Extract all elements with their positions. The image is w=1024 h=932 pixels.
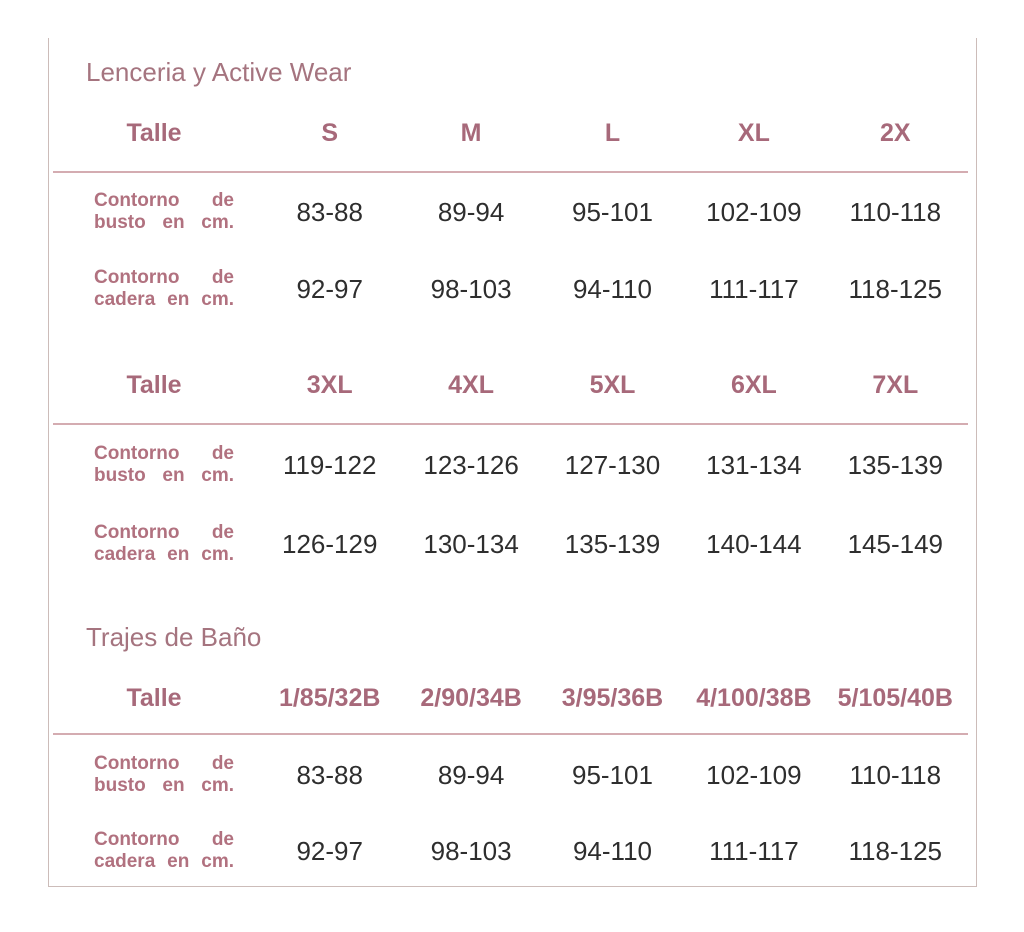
header-row xyxy=(49,102,976,164)
column-header-size-4-100-38b: 4/100/38B xyxy=(696,683,812,712)
size-value-cell: 135-139 xyxy=(564,528,661,559)
size-value-cell: 118-125 xyxy=(848,273,943,304)
row-label-line: Contorno de xyxy=(94,522,234,543)
column-header-size-1-85-32b: 1/85/32B xyxy=(278,683,381,712)
column-header-size-2x: 2X xyxy=(879,118,911,147)
size-value-cell: 118-125 xyxy=(848,835,943,866)
column-header-size-m: M xyxy=(460,118,482,147)
size-value-cell: 94-110 xyxy=(572,273,652,304)
measurement-row-busto xyxy=(49,173,976,251)
section-title-lenceria-active-wear: Lenceria y Active Wear xyxy=(86,57,352,87)
row-label-line: Contorno de xyxy=(94,753,234,774)
row-label-line: cadera en cm. xyxy=(94,544,234,565)
size-value-cell: 135-139 xyxy=(847,449,943,480)
size-value-cell: 140-144 xyxy=(706,528,802,559)
size-value-cell: 95-101 xyxy=(572,196,653,227)
size-value-cell: 130-134 xyxy=(423,528,519,559)
size-value-cell: 111-117 xyxy=(709,273,799,304)
row-label-line: busto en cm. xyxy=(94,212,234,233)
measurement-row-busto xyxy=(49,735,976,815)
size-value-cell: 123-126 xyxy=(423,449,519,480)
size-value-cell: 98-103 xyxy=(430,273,512,304)
column-header-size-6xl: 6XL xyxy=(730,370,777,399)
size-chart-panel xyxy=(48,38,977,887)
column-header-size-4xl: 4XL xyxy=(448,370,495,399)
size-value-cell: 102-109 xyxy=(706,196,802,227)
row-label-cadera xyxy=(94,267,234,311)
column-header-size-5xl: 5XL xyxy=(589,370,636,399)
size-value-cell: 89-94 xyxy=(437,759,505,790)
size-value-cell: 102-109 xyxy=(706,759,802,790)
row-label-line: busto en cm. xyxy=(94,775,234,796)
size-table-lenceria-3xl-7xl xyxy=(49,354,976,583)
row-label-line: cadera en cm. xyxy=(94,289,234,310)
measurement-row-cadera xyxy=(49,251,976,327)
row-label-line: Contorno de xyxy=(94,443,234,464)
size-value-cell: 145-149 xyxy=(847,528,943,559)
row-label-cadera xyxy=(94,829,234,873)
row-label-busto xyxy=(94,443,234,487)
column-header-size-s: S xyxy=(321,118,339,147)
size-value-cell: 127-130 xyxy=(564,449,661,480)
size-value-cell: 111-117 xyxy=(709,835,799,866)
column-header-size-7xl: 7XL xyxy=(872,370,919,399)
row-label-line: Contorno de xyxy=(94,829,234,850)
column-header-talle: Talle xyxy=(126,370,182,399)
size-value-cell: 95-101 xyxy=(572,759,653,790)
row-label-line: Contorno de xyxy=(94,267,234,288)
column-header-size-5-105-40b: 5/105/40B xyxy=(837,683,953,712)
size-value-cell: 131-134 xyxy=(706,449,802,480)
header-row xyxy=(49,667,976,729)
size-value-cell: 119-122 xyxy=(282,449,377,480)
size-value-cell: 89-94 xyxy=(437,196,505,227)
size-value-cell: 92-97 xyxy=(296,273,363,304)
column-header-size-xl: XL xyxy=(737,118,770,147)
size-value-cell: 126-129 xyxy=(281,528,378,559)
row-label-line: busto en cm. xyxy=(94,465,234,486)
size-value-cell: 92-97 xyxy=(296,835,363,866)
column-header-talle: Talle xyxy=(126,118,182,147)
size-value-cell: 98-103 xyxy=(430,835,512,866)
size-table-trajes-de-bano xyxy=(49,667,976,887)
size-value-cell: 110-118 xyxy=(849,196,942,227)
column-header-size-l: L xyxy=(604,118,621,147)
measurement-row-cadera xyxy=(49,815,976,887)
row-label-line: cadera en cm. xyxy=(94,851,234,872)
section-title-trajes-de-bano: Trajes de Baño xyxy=(86,622,262,652)
row-label-busto xyxy=(94,753,234,797)
size-value-cell: 110-118 xyxy=(849,759,942,790)
measurement-row-cadera xyxy=(49,505,976,583)
row-label-busto xyxy=(94,190,234,234)
size-table-lenceria-s-2x xyxy=(49,102,976,327)
row-label-cadera xyxy=(94,522,234,566)
column-header-size-3-95-36b: 3/95/36B xyxy=(561,683,664,712)
row-label-line: Contorno de xyxy=(94,190,234,211)
size-value-cell: 83-88 xyxy=(296,759,363,790)
column-header-size-3xl: 3XL xyxy=(306,370,353,399)
measurement-row-busto xyxy=(49,425,976,505)
column-header-talle: Talle xyxy=(126,683,182,712)
header-row xyxy=(49,354,976,416)
size-value-cell: 83-88 xyxy=(296,196,363,227)
size-value-cell: 94-110 xyxy=(572,835,652,866)
column-header-size-2-90-34b: 2/90/34B xyxy=(420,683,522,712)
